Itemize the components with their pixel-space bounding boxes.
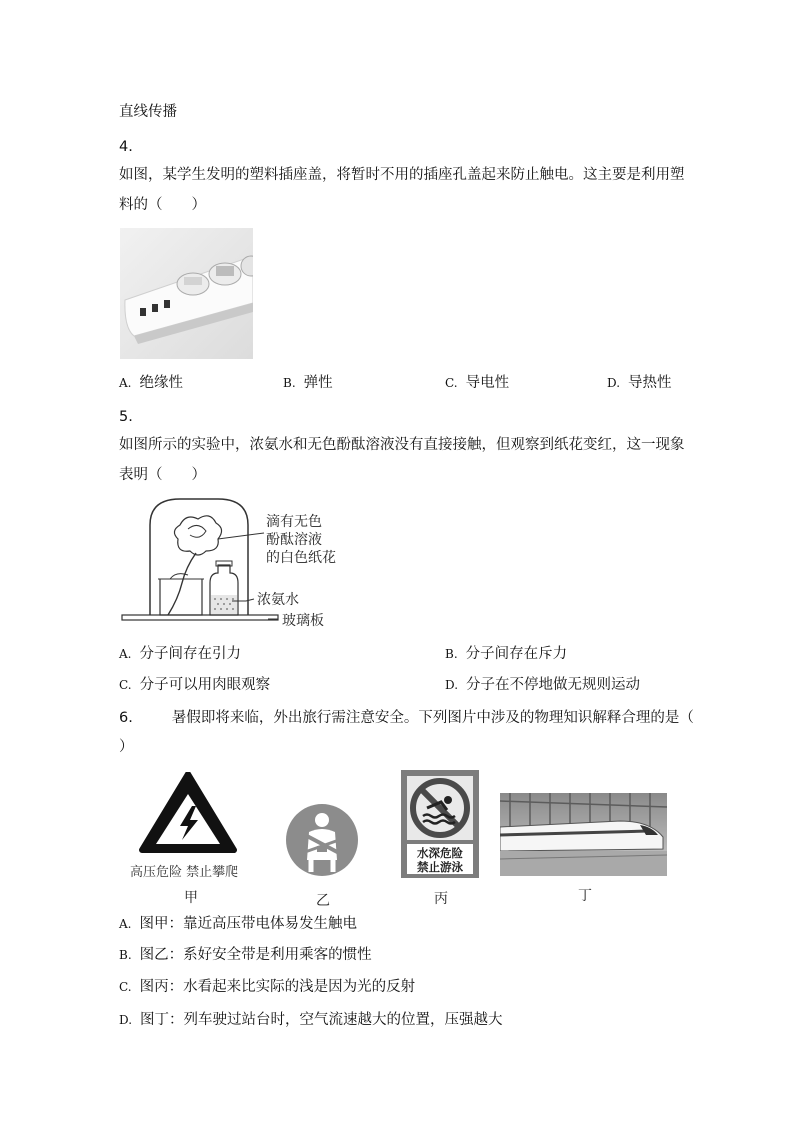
q6-stem-line-2: ） [119, 739, 134, 755]
label-flower-line-2: 酚酞溶液 [266, 532, 322, 548]
q5-option-a[interactable]: A. 分子间存在引力 [119, 646, 241, 662]
label-glass-plate: 玻璃板 [282, 613, 324, 629]
q4-option-b[interactable]: B. 弹性 [283, 375, 333, 391]
q4-stem-line-1: 如图，某学生发明的塑料插座盖，将暂时不用的插座孔盖起来防止触电。这主要是利用塑 [119, 167, 685, 183]
jia-sign-text: 高压危险 禁止攀爬 [130, 865, 239, 880]
q4-option-a[interactable]: A. 绝缘性 [119, 375, 183, 391]
label-flower-line-1: 滴有无色 [266, 514, 322, 530]
q6-option-c[interactable]: C. 图丙：水看起来比实际的浅是因为光的反射 [119, 979, 416, 995]
q5-stem-line-2: 表明（ ） [119, 467, 206, 483]
bing-sign-line-1: 水深危险 [417, 846, 463, 860]
no-swimming-sign [401, 770, 479, 878]
q5-number: 5. [119, 409, 133, 425]
q6-option-b[interactable]: B. 图乙：系好安全带是利用乘客的惯性 [119, 947, 372, 963]
q4-number: 4. [119, 139, 133, 155]
q5-option-c[interactable]: C. 分子可以用肉眼观察 [119, 677, 271, 693]
q4-stem-line-2: 料的（ ） [119, 197, 206, 213]
previous-answer-tail: 直线传播 [119, 104, 177, 120]
train-station-photo [500, 793, 667, 876]
q4-option-d[interactable]: D. 导热性 [607, 375, 672, 391]
q6-option-d[interactable]: D. 图丁：列车驶过站台时，空气流速越大的位置，压强越大 [119, 1012, 503, 1028]
q6-number-and-stem: 6. 暑假即将来临，外出旅行需注意安全。下列图片中涉及的物理知识解释合理的是（ [119, 710, 694, 726]
caption-jia: 甲 [184, 890, 198, 906]
q6-option-a[interactable]: A. 图甲：靠近高压带电体易发生触电 [119, 916, 357, 932]
label-ammonia: 浓氨水 [257, 592, 299, 608]
ammonia-experiment-diagram [118, 495, 358, 635]
caption-bing: 丙 [434, 891, 448, 907]
q5-stem-line-1: 如图所示的实验中，浓氨水和无色酚酞溶液没有直接接触，但观察到纸花变红，这一现象 [119, 437, 685, 453]
q4-option-c[interactable]: C. 导电性 [445, 375, 510, 391]
bing-sign-line-2: 禁止游泳 [417, 860, 463, 874]
seatbelt-icon [285, 802, 359, 878]
label-flower-line-3: 的白色纸花 [266, 550, 336, 566]
caption-ding: 丁 [578, 888, 592, 904]
q5-option-b[interactable]: B. 分子间存在斥力 [445, 646, 568, 662]
caption-yi: 乙 [316, 893, 330, 909]
socket-cover-photo [120, 228, 253, 359]
q5-option-d[interactable]: D. 分子在不停地做无规则运动 [445, 677, 641, 693]
high-voltage-warning-sign [128, 772, 258, 884]
